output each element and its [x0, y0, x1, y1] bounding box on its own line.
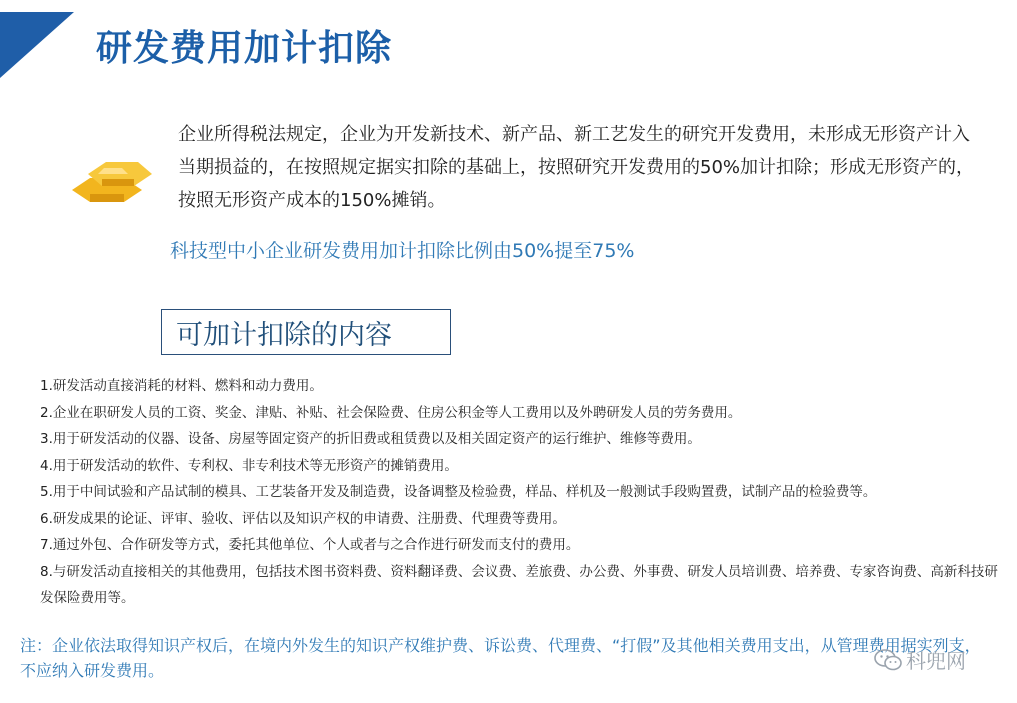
highlight-statement: 科技型中小企业研发费用加计扣除比例由50%提至75%: [170, 240, 635, 262]
wechat-icon: [874, 648, 902, 672]
list-item: 3.用于研发活动的仪器、设备、房屋等固定资产的折旧费或租赁费以及相关固定资产的运行维护、维修等费用。: [40, 431, 701, 447]
list-item: 2.企业在职研发人员的工资、奖金、津贴、补贴、社会保险费、住房公积金等人工费用以及外聘研发人员的劳务费用。: [40, 404, 742, 421]
list-item: 4.用于研发活动的软件、专利权、非专利技术等无形资产的摊销费用。: [40, 457, 458, 474]
list-item: 7.通过外包、合作研发等方式，委托其他单位、个人或者与之合作进行研发而支付的费用。: [40, 537, 580, 553]
watermark: [874, 645, 966, 674]
intro-paragraph: 企业所得税法规定，企业为开发新技术、新产品、新工艺发生的研究开发费用，未形成无形资产计入当期损益的，在按照规定据实扣除的基础上，按照研究开发费用的50%加计扣除；形成无形资产的，按照无形资产成本的150%摊销。: [178, 124, 975, 211]
deductible-items-list: [40, 373, 1000, 612]
section-heading: 可加计扣除的内容: [176, 319, 392, 351]
section-heading-box: [161, 309, 451, 355]
watermark-text: 科兜网: [906, 649, 966, 673]
list-item: 6.研发成果的论证、评审、验收、评估以及知识产权的申请费、注册费、代理费等费用。: [40, 510, 566, 527]
list-item: 5.用于中间试验和产品试制的模具、工艺装备开发及制造费，设备调整及检验费，样品、样机及一般测试手段购置费，试制产品的检验费等。: [40, 484, 877, 500]
corner-triangle-decoration: [0, 0, 78, 78]
gold-bars-icon: [68, 150, 154, 206]
footnote: 注：企业依法取得知识产权后，在境内外发生的知识产权维护费、诉讼费、代理费、“打假”及其他相关费用支出，从管理费用据实列支，不应纳入研发费用。: [20, 636, 981, 680]
list-item: 1.研发活动直接消耗的材料、燃料和动力费用。: [40, 378, 323, 394]
list-item: 8.与研发活动直接相关的其他费用，包括技术图书资料费、资料翻译费、会议费、差旅费、办公费、外事费、研发人员培训费、培养费、专家咨询费、高新科技研发保险费用等。: [40, 563, 998, 606]
page-title: 研发费用加计扣除: [96, 28, 393, 69]
